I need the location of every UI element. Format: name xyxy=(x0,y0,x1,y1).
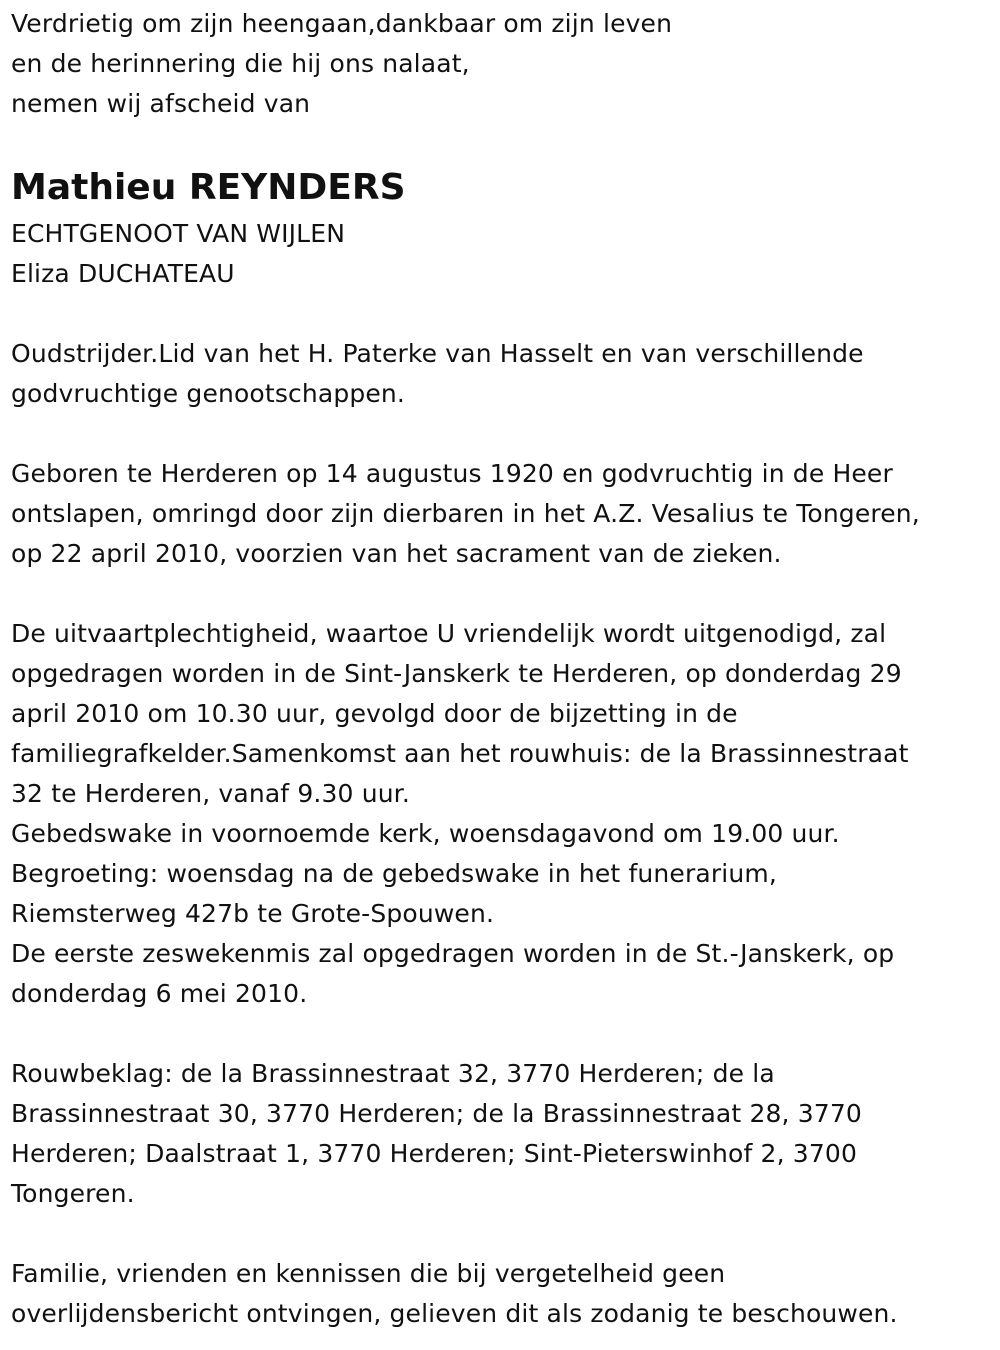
funeral-line: opgedragen worden in de Sint-Janskerk te Herderen, op donderdag 29 xyxy=(11,659,902,688)
funeral-line: De uitvaartplechtigheid, waartoe U vriendelijk wordt uitgenodigd, zal xyxy=(11,619,887,648)
condolences-paragraph xyxy=(11,1054,991,1214)
membership-line: Oudstrijder.Lid van het H. Paterke van Hasselt en van verschillende xyxy=(11,339,864,368)
intro-paragraph xyxy=(11,4,991,124)
intro-line: Verdrietig om zijn heengaan,dankbaar om zijn leven xyxy=(11,9,673,38)
intro-line: en de herinnering die hij ons nalaat, xyxy=(11,49,470,78)
spouse-name: Eliza DUCHATEAU xyxy=(11,259,235,288)
funeral-line: 32 te Herderen, vanaf 9.30 uur. xyxy=(11,779,410,808)
visitation-line: Begroeting: woensdag na de gebedswake in het funerarium, xyxy=(11,859,777,888)
obituary-notice xyxy=(11,0,991,1334)
funeral-line: familiegrafkelder.Samenkomst aan het rouwhuis: de la Brassinnestraat xyxy=(11,739,909,768)
closing-paragraph xyxy=(11,1254,991,1334)
visitation-line: Riemsterweg 427b te Grote-Spouwen. xyxy=(11,899,495,928)
condolences-line: Rouwbeklag: de la Brassinnestraat 32, 3770 Herderen; de la xyxy=(11,1059,775,1088)
memorial-mass-line: donderdag 6 mei 2010. xyxy=(11,979,308,1008)
funeral-line: april 2010 om 10.30 uur, gevolgd door de bijzetting in de xyxy=(11,699,738,728)
condolences-line: Herderen; Daalstraat 1, 3770 Herderen; Sint-Pieterswinhof 2, 3700 xyxy=(11,1139,858,1168)
birth-death-line: op 22 april 2010, voorzien van het sacrament van de zieken. xyxy=(11,539,782,568)
intro-line: nemen wij afscheid van xyxy=(11,89,311,118)
funeral-paragraph xyxy=(11,614,991,1014)
deceased-name: Mathieu REYNDERS xyxy=(11,167,406,208)
membership-line: godvruchtige genootschappen. xyxy=(11,379,406,408)
birth-death-paragraph xyxy=(11,454,991,574)
membership-paragraph xyxy=(11,334,991,414)
closing-line: overlijdensbericht ontvingen, gelieven dit als zodanig te beschouwen. xyxy=(11,1299,898,1328)
condolences-line: Brassinnestraat 30, 3770 Herderen; de la Brassinnestraat 28, 3770 xyxy=(11,1099,862,1128)
birth-death-line: Geboren te Herderen op 14 augustus 1920 en godvruchtig in de Heer xyxy=(11,459,893,488)
closing-line: Familie, vrienden en kennissen die bij vergetelheid geen xyxy=(11,1259,726,1288)
vigil-line: Gebedswake in voornoemde kerk, woensdagavond om 19.00 uur. xyxy=(11,819,840,848)
birth-death-line: ontslapen, omringd door zijn dierbaren in het A.Z. Vesalius te Tongeren, xyxy=(11,499,920,528)
memorial-mass-line: De eerste zeswekenmis zal opgedragen worden in de St.-Janskerk, op xyxy=(11,939,895,968)
condolences-line: Tongeren. xyxy=(11,1179,135,1208)
relation-label: ECHTGENOOT VAN WIJLEN xyxy=(11,219,346,248)
